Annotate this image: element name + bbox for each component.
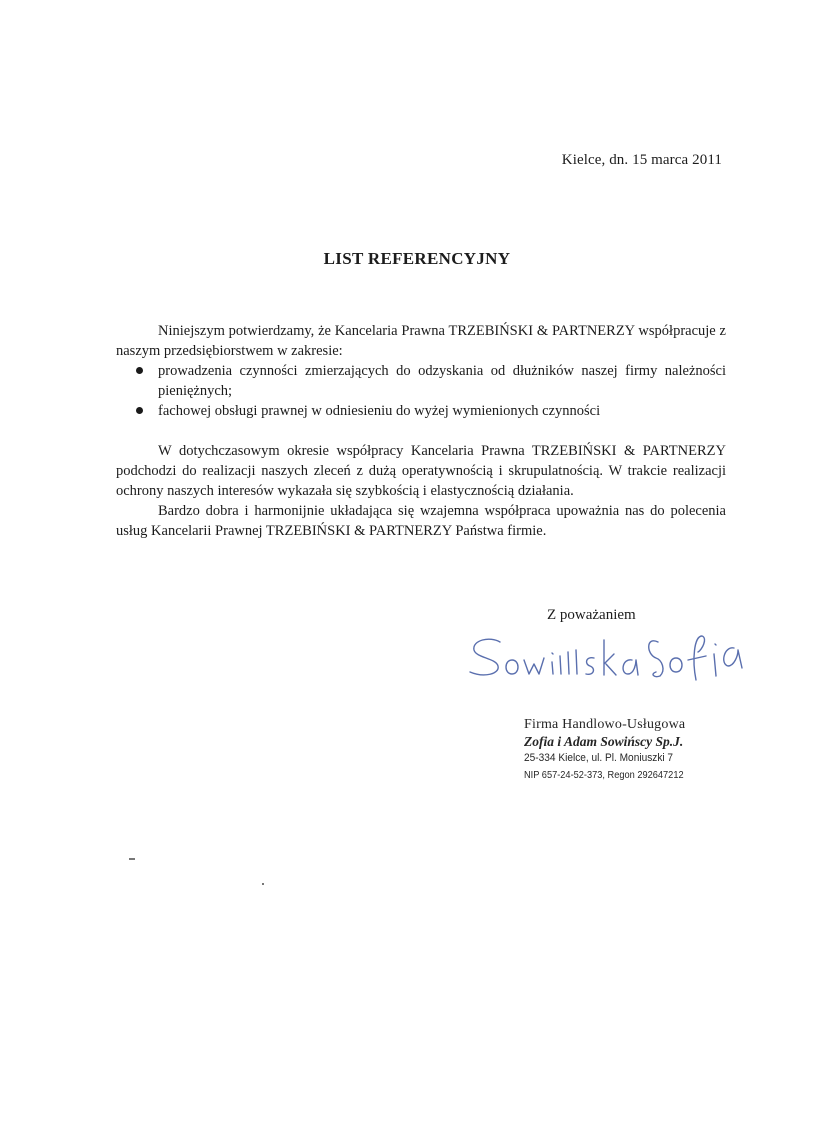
list-item-text: prowadzenia czynności zmierzających do odzyskania od dłużników naszej firmy należności pieniężnych;	[158, 363, 726, 399]
scan-speck	[262, 883, 264, 885]
letter-body	[116, 321, 726, 541]
list-item-text: fachowej obsługi prawnej w odniesieniu do wyżej wymienionych czynności	[158, 403, 601, 419]
letter-title: LIST REFERENCYJNY	[323, 249, 511, 268]
list-item	[116, 361, 726, 401]
company-stamp	[524, 716, 744, 784]
cooperation-paragraph: W dotychczasowym okresie współpracy Kancelaria Prawna TRZEBIŃSKI & PARTNERZY podchodzi do realizacji naszych zleceń z dużą operatywnością i skrupulatnością. W trakcie realizacji ochrony naszych interesów wykazała się szybkością i elastycznością działania.	[116, 443, 726, 499]
closing-phrase: Z poważaniem	[547, 607, 636, 623]
scan-speck	[129, 858, 135, 860]
stamp-address: 25-334 Kielce, ul. Pl. Moniuszki 7	[524, 752, 674, 764]
stamp-company-name: Zofia i Adam Sowińscy Sp.J.	[524, 734, 684, 749]
bullet-icon	[136, 407, 143, 414]
date-line: Kielce, dn. 15 marca 2011	[561, 152, 722, 168]
recommendation-paragraph: Bardzo dobra i harmonijnie układająca się wzajemna współpraca upoważnia nas do polecenia usług Kancelarii Prawnej TRZEBIŃSKI & PARTNERZY Państwa firmie.	[116, 503, 726, 539]
stamp-tax-ids: NIP 657-24-52-373, Regon 292647212	[524, 769, 684, 781]
stamp-company-type: Firma Handlowo-Usługowa	[524, 717, 686, 732]
scope-list	[116, 361, 726, 421]
bullet-icon	[136, 367, 143, 374]
list-item	[116, 401, 726, 421]
intro-paragraph: Niniejszym potwierdzamy, że Kancelaria Prawna TRZEBIŃSKI & PARTNERZY współpracuje z naszym przedsiębiorstwem w zakresie:	[116, 323, 726, 359]
handwritten-signature	[462, 620, 752, 695]
